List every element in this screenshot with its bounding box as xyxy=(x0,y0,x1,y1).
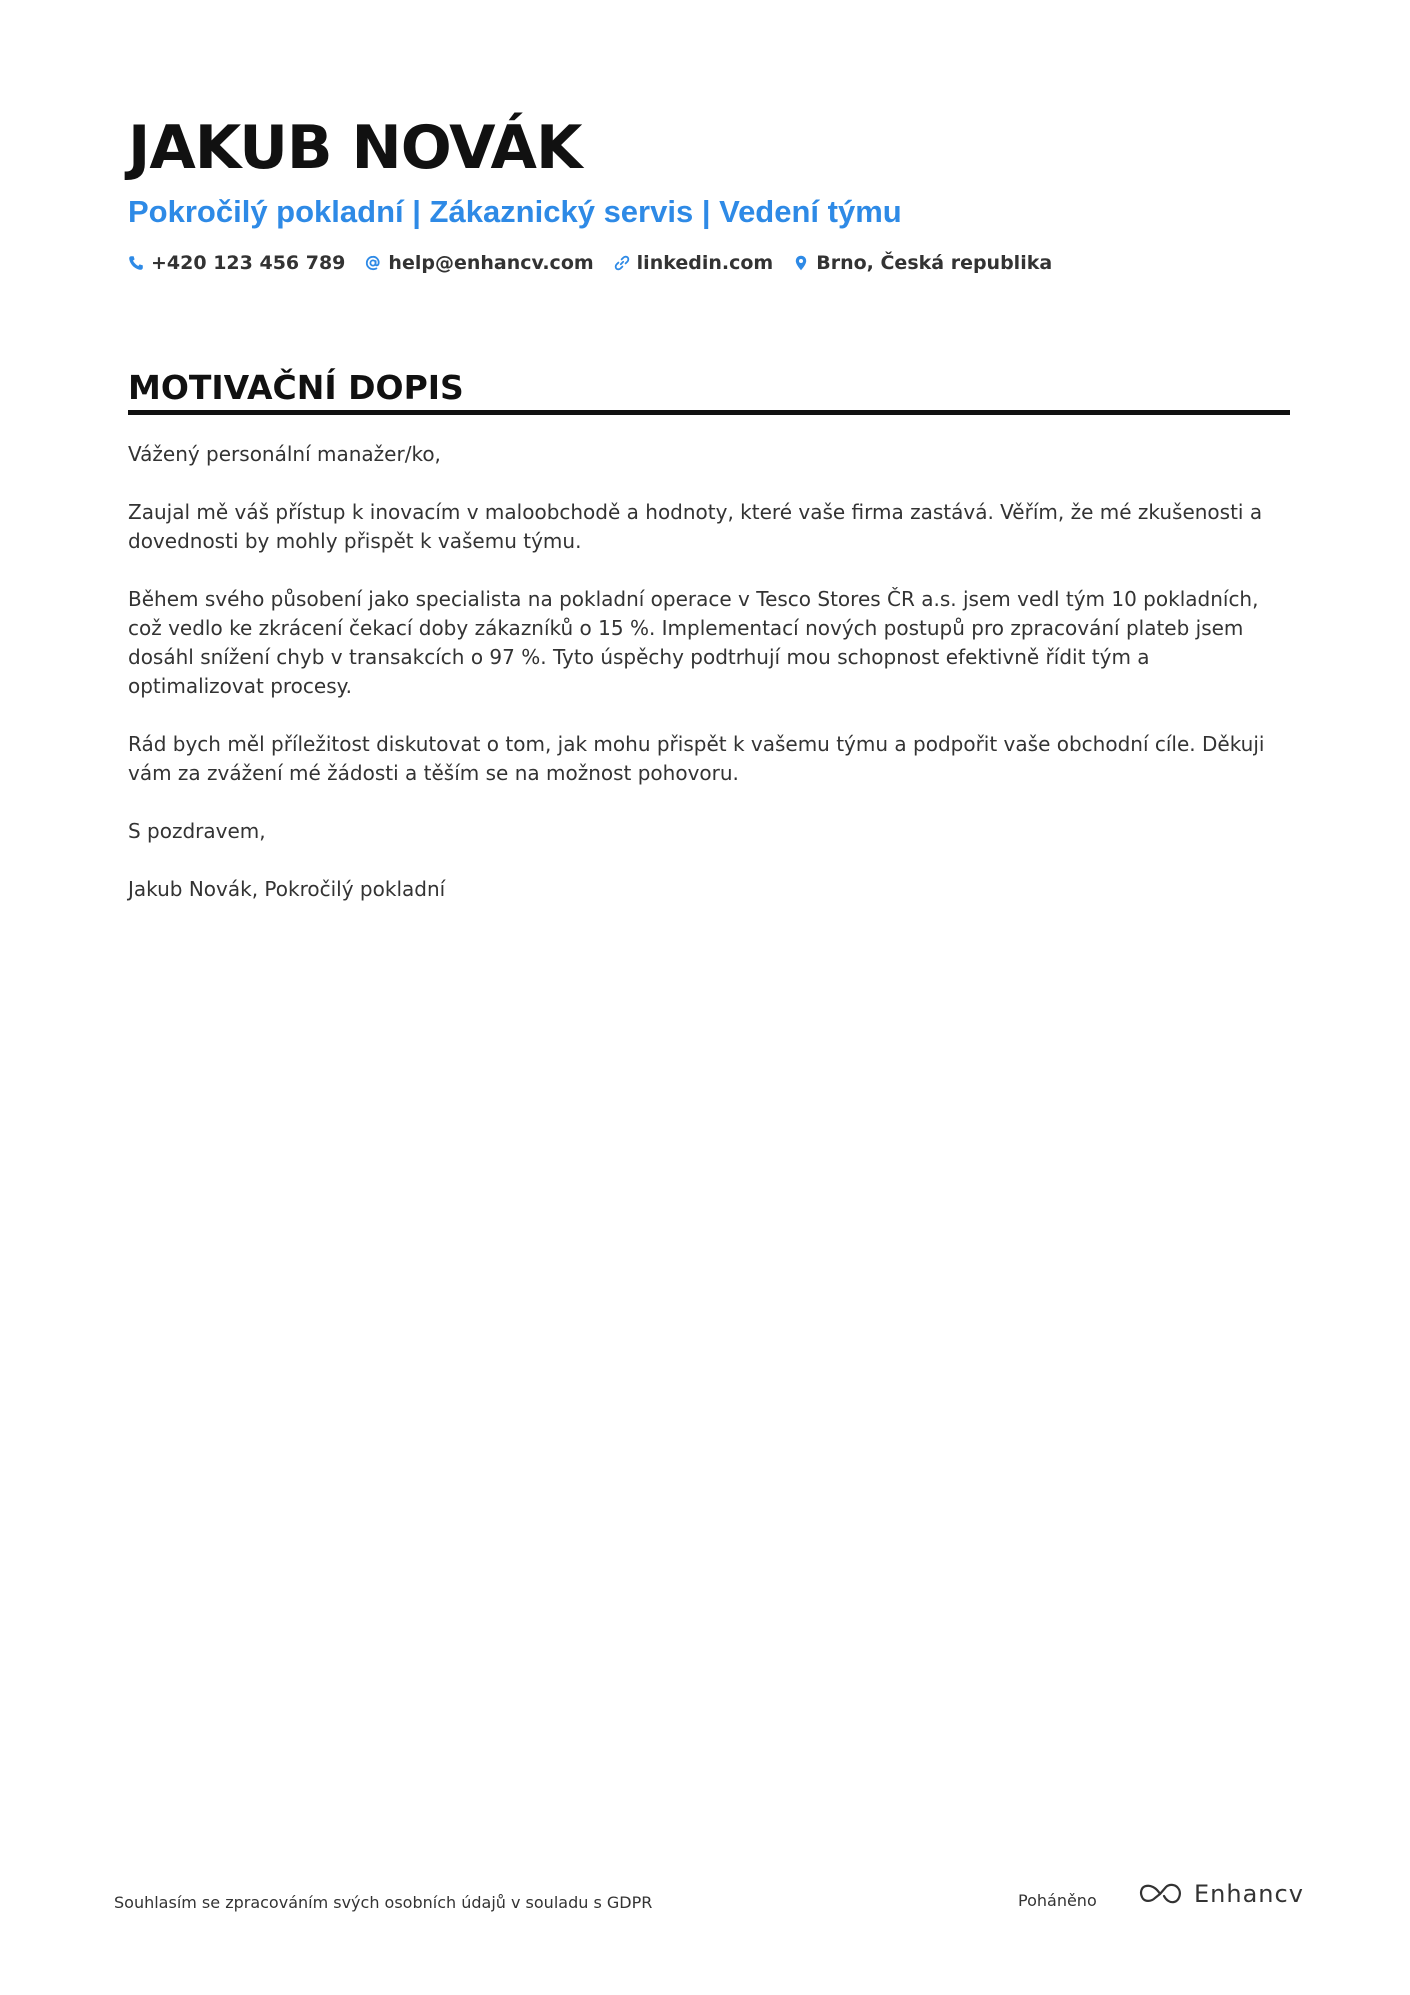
contact-linkedin-text: linkedin.com xyxy=(636,252,774,274)
contact-location xyxy=(793,252,1052,274)
letter-paragraph: Během svého působení jako specialista na pokladní operace v Tesco Stores ČR a.s. jsem vedl tým 10 pokladních, což vedlo ke zkrácení čekací doby zákazníků o 15 %. Implementací nových postupů pro zpracování plateb jsem dosáhl snížení chyb v transakcích o 97 %. Tyto úspěchy podtrhují mou schopnost efektivně řídit tým a optimalizovat procesy. xyxy=(128,587,1259,698)
letter-signature: Jakub Novák, Pokročilý pokladní xyxy=(128,877,446,901)
phone-icon xyxy=(128,255,144,271)
applicant-name: JAKUB NOVÁK xyxy=(128,113,582,183)
contact-email-text: help@enhancv.com xyxy=(388,252,594,274)
enhancv-logo-icon xyxy=(1138,1881,1184,1907)
gdpr-consent-text: Souhlasím se zpracováním svých osobních údajů v souladu s GDPR xyxy=(114,1893,653,1912)
letter-paragraph: Rád bych měl příležitost diskutovat o tom, jak mohu přispět k vašemu týmu a podpořit vaše obchodní cíle. Děkuji vám za zvážení mé žádosti a těším se na možnost pohovoru. xyxy=(128,732,1265,785)
letter-body xyxy=(128,440,1290,933)
contact-phone-text: +420 123 456 789 xyxy=(151,252,346,274)
at-icon xyxy=(365,255,381,271)
section-title: MOTIVAČNÍ DOPIS xyxy=(128,368,464,407)
enhancv-logo-text: Enhancv xyxy=(1194,1880,1304,1908)
applicant-headline: Pokročilý pokladní | Zákaznický servis | Vedení týmu xyxy=(128,194,902,229)
contact-location-text: Brno, Česká republika xyxy=(816,252,1053,274)
powered-by-label: Poháněno xyxy=(1018,1891,1097,1910)
link-icon xyxy=(614,255,630,271)
contact-email xyxy=(365,252,593,274)
letter-closing: S pozdravem, xyxy=(128,819,266,843)
letter-greeting: Vážený personální manažer/ko, xyxy=(128,442,441,466)
location-pin-icon xyxy=(793,255,809,271)
letter-paragraph: Zaujal mě váš přístup k inovacím v maloobchodě a hodnoty, které vaše firma zastává. Věřím, že mé zkušenosti a dovednosti by mohly přispět k vašemu týmu. xyxy=(128,500,1263,553)
enhancv-logo[interactable] xyxy=(1138,1880,1304,1908)
contact-bar xyxy=(128,252,1052,274)
contact-phone xyxy=(128,252,345,274)
section-divider xyxy=(128,410,1290,415)
contact-linkedin xyxy=(614,252,774,274)
